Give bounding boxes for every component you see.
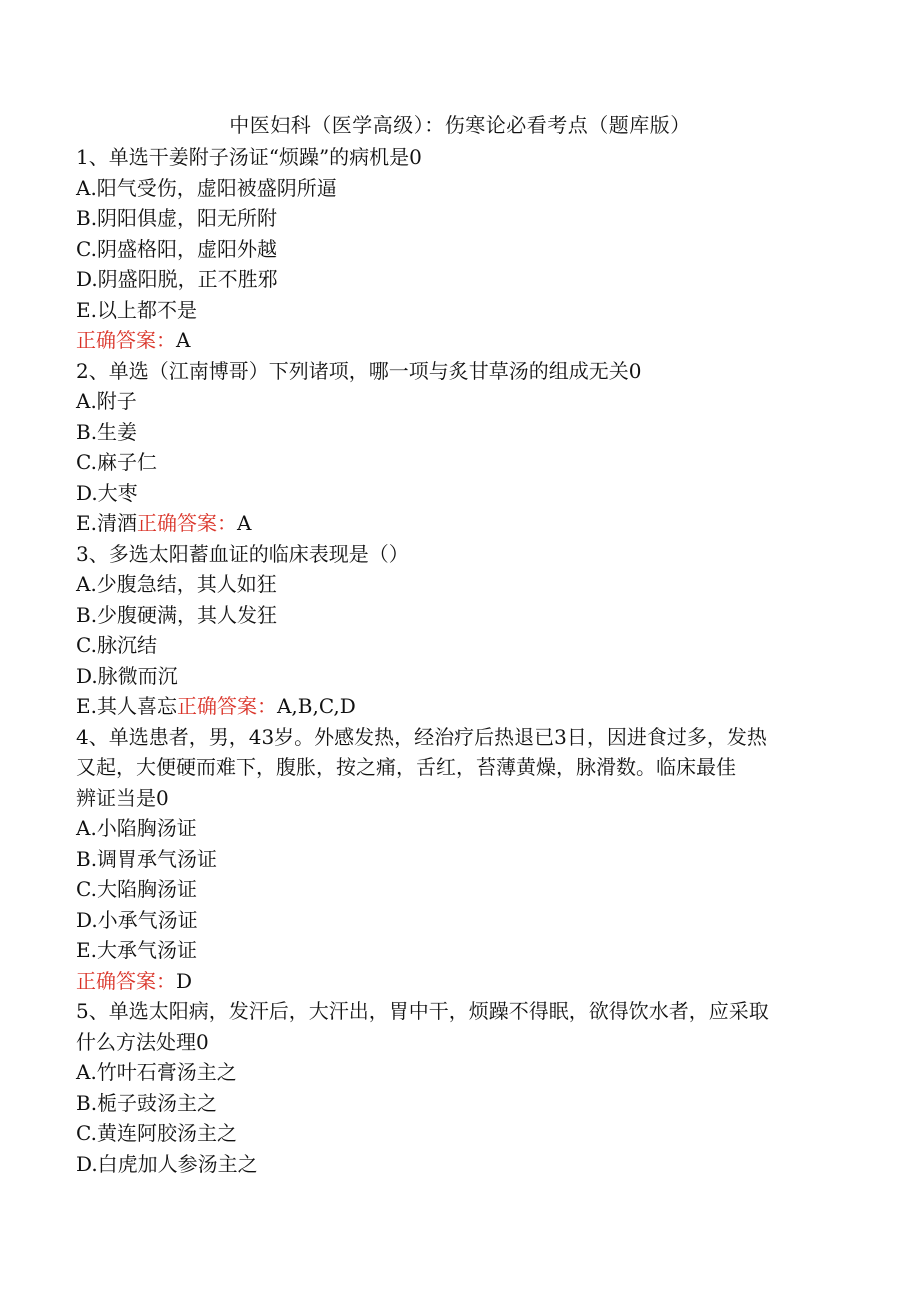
option-b: B.栀子豉汤主之 [76,1090,218,1115]
option-c: C.大陷胸汤证 [76,877,197,901]
option-c: C.麻子仁 [76,450,157,474]
question-5 [76,996,836,1179]
option-a: A.竹叶石膏汤主之 [76,1060,237,1084]
option-d: D.白虎加人参汤主之 [76,1151,258,1176]
option-e: E.其人喜忘 [76,694,177,718]
option-b: B.阴阳俱虚，阳无所附 [76,206,278,230]
option-b: B.生姜 [76,419,138,444]
option-d: D.阴盛阳脱，正不胜邪 [76,267,278,291]
option-b: B.调胃承气汤证 [76,846,218,871]
question-4 [76,722,836,997]
question-3 [76,539,836,722]
correct-answer [76,966,836,997]
option-d: D.大枣 [76,480,138,505]
option-a: A.少腹急结，其人如狂 [76,572,277,596]
option-e-with-answer [76,508,836,539]
option-b: B.少腹硬满，其人发狂 [76,602,278,627]
question-stem: 1、单选干姜附子汤证“烦躁”的病机是0 [76,145,422,169]
question-stem-line-1: 4、单选患者，男，43岁。外感发热，经治疗后热退已3日，因进食过多，发热 [76,724,767,749]
option-d: D.脉微而沉 [76,663,178,688]
option-c: C.脉沉结 [76,633,157,657]
document-title: 中医妇科（医学高级）：伤寒论必看考点（题库版） [229,113,691,137]
question-2 [76,356,836,539]
question-stem: 2、单选（江南博哥）下列诸项，哪一项与炙甘草汤的组成无关0 [76,358,642,383]
option-e: E.大承气汤证 [76,938,197,962]
option-c: C.黄连阿胶汤主之 [76,1121,237,1145]
option-c: C.阴盛格阳，虚阳外越 [76,236,277,261]
question-stem-line-3: 辨证当是0 [76,785,169,810]
answer-label: 正确答案： [136,511,237,535]
question-stem-line-2: 什么方法处理0 [76,1029,209,1054]
option-a: A.附子 [76,389,137,413]
answer-label: 正确答案： [76,968,176,993]
correct-answer [76,325,836,356]
option-d: D.小承气汤证 [76,907,198,932]
option-e: E.以上都不是 [76,297,197,322]
answer-value: A,B,C,D [276,694,356,718]
option-e: E.清酒 [76,511,137,535]
option-a: A.小陷胸汤证 [76,816,197,840]
answer-value: A [236,511,252,535]
question-stem-line-1: 5、单选太阳病，发汗后，大汗出，胃中干，烦躁不得眠，欲得饮水者，应采取 [76,999,769,1023]
question-list [76,142,836,1179]
option-a: A.阳气受伤，虚阳被盛阴所逼 [76,175,337,200]
answer-label: 正确答案： [176,694,277,718]
answer-value: D [176,968,193,993]
question-stem: 3、多选太阳蓄血证的临床表现是（） [76,541,409,566]
answer-label: 正确答案： [76,328,176,352]
question-stem-line-2: 又起，大便硬而难下，腹胀，按之痛，舌红，苔薄黄燥，脉滑数。临床最佳 [76,755,736,779]
question-1 [76,142,836,356]
answer-value: A [176,328,191,352]
option-e-with-answer [76,691,836,722]
